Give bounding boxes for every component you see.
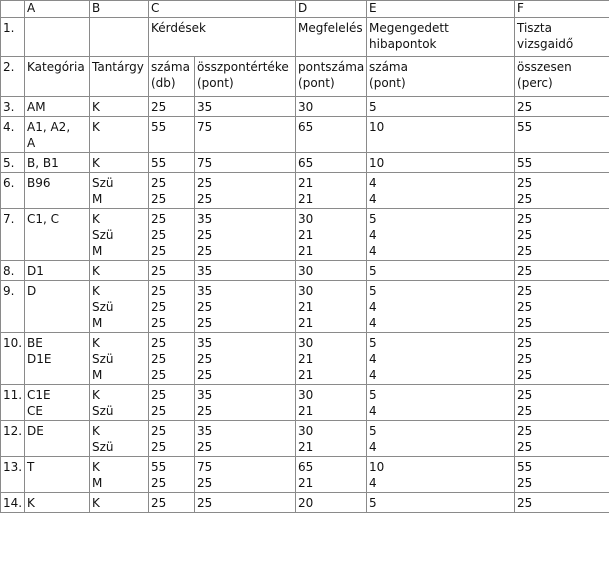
- total-points-cell: [195, 385, 296, 421]
- cell-line: 35: [197, 212, 213, 226]
- cell-line: 5: [369, 212, 377, 226]
- header-line: (pont): [369, 76, 406, 90]
- cell-line: A1, A2,: [27, 120, 71, 134]
- cell-line: Szü: [92, 228, 114, 242]
- error-points-cell: [367, 281, 515, 333]
- row-number: 5.: [1, 153, 25, 173]
- cell-line: AM: [27, 100, 46, 114]
- cell-line: 10: [369, 460, 385, 474]
- cell-line: 5: [369, 100, 377, 114]
- row-number: 7.: [1, 209, 25, 261]
- header-line: összpontértéke: [197, 60, 289, 74]
- cell-line: 4: [369, 368, 377, 382]
- pass-score-cell: [296, 117, 367, 153]
- subject-cell: [90, 173, 149, 209]
- column-letter-cell: A: [25, 1, 90, 18]
- row-number: 2.: [1, 57, 25, 97]
- header-kategoria: Kategória: [25, 57, 90, 97]
- cell-line: 65: [298, 156, 314, 170]
- question-count-cell: [149, 421, 195, 457]
- question-count-cell: [149, 281, 195, 333]
- cell-line: 25: [151, 300, 167, 314]
- header-osszpontertek: [195, 57, 296, 97]
- question-count-cell: [149, 97, 195, 117]
- cell-line: 25: [517, 440, 533, 454]
- total-points-cell: [195, 493, 296, 513]
- cell-line: 55: [151, 156, 167, 170]
- cell-line: 21: [298, 440, 314, 454]
- category-cell: [25, 385, 90, 421]
- total-points-cell: [195, 281, 296, 333]
- question-count-cell: [149, 261, 195, 281]
- category-cell: [25, 97, 90, 117]
- header-line: összesen: [517, 60, 572, 74]
- table-row: [1, 153, 609, 173]
- total-points-cell: [195, 153, 296, 173]
- cell-line: 25: [151, 388, 167, 402]
- cell-line: 25: [151, 212, 167, 226]
- total-points-cell: [195, 457, 296, 493]
- cell-line: 75: [197, 120, 213, 134]
- subject-cell: [90, 333, 149, 385]
- cell-line: 25: [197, 192, 213, 206]
- row-number: 10.: [1, 333, 25, 385]
- cell-line: 25: [517, 212, 533, 226]
- total-points-cell: [195, 421, 296, 457]
- cell-line: 25: [197, 368, 213, 382]
- header-pontszama: [296, 57, 367, 97]
- table-row: [1, 493, 609, 513]
- category-cell: [25, 261, 90, 281]
- exam-time-cell: [515, 421, 609, 457]
- header-hibapontok: [367, 18, 515, 57]
- cell-line: 25: [151, 284, 167, 298]
- row-number: 4.: [1, 117, 25, 153]
- cell-line: 25: [197, 404, 213, 418]
- cell-line: M: [92, 244, 103, 258]
- cell-line: Szü: [92, 300, 114, 314]
- cell-line: 65: [298, 120, 314, 134]
- cell-line: M: [92, 316, 103, 330]
- pass-score-cell: [296, 421, 367, 457]
- cell-line: 55: [517, 460, 533, 474]
- table-row: [1, 421, 609, 457]
- cell-line: 25: [517, 244, 533, 258]
- header-row-1: [1, 18, 609, 57]
- cell-line: Szü: [92, 352, 114, 366]
- cell-line: K: [92, 156, 100, 170]
- cell-line: 25: [517, 404, 533, 418]
- cell-line: 35: [197, 388, 213, 402]
- cell-line: Szü: [92, 440, 114, 454]
- cell-line: K: [92, 100, 100, 114]
- cell-line: 75: [197, 460, 213, 474]
- cell-line: 25: [517, 424, 533, 438]
- cell-line: 30: [298, 212, 314, 226]
- pass-score-cell: [296, 333, 367, 385]
- cell-line: B, B1: [27, 156, 59, 170]
- category-cell: [25, 209, 90, 261]
- category-cell: [25, 421, 90, 457]
- cell-line: M: [92, 192, 103, 206]
- header-cell-empty: [25, 18, 90, 57]
- cell-line: 55: [517, 120, 533, 134]
- cell-line: 30: [298, 388, 314, 402]
- cell-line: 21: [298, 192, 314, 206]
- cell-line: 21: [298, 368, 314, 382]
- cell-line: 25: [197, 440, 213, 454]
- column-letter-row: [1, 1, 609, 18]
- cell-line: 25: [517, 352, 533, 366]
- header-line: száma: [369, 60, 408, 74]
- header-line: (pont): [197, 76, 234, 90]
- cell-line: 4: [369, 316, 377, 330]
- column-letter-cell: E: [367, 1, 515, 18]
- error-points-cell: [367, 209, 515, 261]
- cell-line: 4: [369, 352, 377, 366]
- error-points-cell: [367, 261, 515, 281]
- cell-line: 35: [197, 424, 213, 438]
- category-cell: [25, 457, 90, 493]
- cell-line: 4: [369, 300, 377, 314]
- cell-line: 55: [151, 460, 167, 474]
- cell-line: 25: [517, 368, 533, 382]
- cell-line: 25: [517, 284, 533, 298]
- cell-line: Szü: [92, 404, 114, 418]
- header-osszesen: [515, 57, 609, 97]
- subject-cell: [90, 385, 149, 421]
- row-number: 1.: [1, 18, 25, 57]
- header-cell-empty: [90, 18, 149, 57]
- question-count-cell: [149, 173, 195, 209]
- cell-line: D: [27, 284, 37, 298]
- cell-line: DE: [27, 424, 44, 438]
- total-points-cell: [195, 97, 296, 117]
- error-points-cell: [367, 493, 515, 513]
- cell-line: 25: [151, 176, 167, 190]
- cell-line: 5: [369, 264, 377, 278]
- subject-cell: [90, 261, 149, 281]
- header-vizsgaido: [515, 18, 609, 57]
- cell-line: 25: [197, 476, 213, 490]
- error-points-cell: [367, 333, 515, 385]
- row-number: 11.: [1, 385, 25, 421]
- row-number: 12.: [1, 421, 25, 457]
- subject-cell: [90, 281, 149, 333]
- cell-line: 4: [369, 404, 377, 418]
- cell-line: K: [92, 120, 100, 134]
- category-cell: [25, 281, 90, 333]
- error-points-cell: [367, 173, 515, 209]
- category-cell: [25, 493, 90, 513]
- cell-line: 65: [298, 460, 314, 474]
- cell-line: 5: [369, 424, 377, 438]
- cell-line: 25: [517, 100, 533, 114]
- cell-line: T: [27, 460, 35, 474]
- cell-line: K: [92, 336, 100, 350]
- cell-line: CE: [27, 404, 43, 418]
- cell-line: 25: [197, 176, 213, 190]
- error-points-cell: [367, 457, 515, 493]
- column-letter-cell: B: [90, 1, 149, 18]
- cell-line: K: [92, 424, 100, 438]
- cell-line: 25: [517, 496, 533, 510]
- cell-line: 35: [197, 264, 213, 278]
- cell-line: 4: [369, 192, 377, 206]
- cell-line: K: [92, 284, 100, 298]
- row-number: 14.: [1, 493, 25, 513]
- question-count-cell: [149, 493, 195, 513]
- header-tantargy: Tantárgy: [90, 57, 149, 97]
- exam-time-cell: [515, 333, 609, 385]
- cell-line: 25: [197, 496, 213, 510]
- cell-line: 25: [151, 336, 167, 350]
- header-line: száma: [151, 60, 190, 74]
- question-count-cell: [149, 153, 195, 173]
- cell-line: 30: [298, 100, 314, 114]
- subject-cell: [90, 421, 149, 457]
- cell-line: 25: [517, 316, 533, 330]
- question-count-cell: [149, 457, 195, 493]
- column-letter-cell: [1, 1, 25, 18]
- pass-score-cell: [296, 281, 367, 333]
- cell-line: 25: [151, 476, 167, 490]
- cell-line: K: [92, 460, 100, 474]
- category-cell: [25, 333, 90, 385]
- subject-cell: [90, 117, 149, 153]
- cell-line: 25: [517, 192, 533, 206]
- cell-line: 30: [298, 284, 314, 298]
- exam-time-cell: [515, 153, 609, 173]
- pass-score-cell: [296, 493, 367, 513]
- cell-line: 20: [298, 496, 314, 510]
- cell-line: 25: [151, 440, 167, 454]
- exam-time-cell: [515, 117, 609, 153]
- cell-line: 35: [197, 284, 213, 298]
- subject-cell: [90, 493, 149, 513]
- header-line: pontszáma: [298, 60, 365, 74]
- cell-line: 21: [298, 404, 314, 418]
- cell-line: 25: [517, 228, 533, 242]
- header-hiba-szama: [367, 57, 515, 97]
- cell-line: 25: [517, 476, 533, 490]
- row-number: 13.: [1, 457, 25, 493]
- cell-line: 4: [369, 176, 377, 190]
- cell-line: 25: [151, 368, 167, 382]
- cell-line: 30: [298, 424, 314, 438]
- cell-line: 5: [369, 388, 377, 402]
- cell-line: 21: [298, 316, 314, 330]
- column-letter-cell: C: [149, 1, 296, 18]
- error-points-cell: [367, 421, 515, 457]
- cell-line: 21: [298, 300, 314, 314]
- header-line: vizsgaidő: [517, 37, 574, 51]
- cell-line: BE: [27, 336, 43, 350]
- question-count-cell: [149, 385, 195, 421]
- header-line: Megengedett: [369, 21, 449, 35]
- cell-line: 25: [151, 228, 167, 242]
- cell-line: D1: [27, 264, 44, 278]
- cell-line: 4: [369, 244, 377, 258]
- cell-line: 4: [369, 228, 377, 242]
- total-points-cell: [195, 173, 296, 209]
- error-points-cell: [367, 97, 515, 117]
- cell-line: 4: [369, 440, 377, 454]
- table-row: [1, 333, 609, 385]
- cell-line: 5: [369, 336, 377, 350]
- cell-line: 10: [369, 120, 385, 134]
- cell-line: 25: [197, 352, 213, 366]
- cell-line: 25: [151, 244, 167, 258]
- cell-line: K: [92, 212, 100, 226]
- question-count-cell: [149, 117, 195, 153]
- cell-line: K: [92, 496, 100, 510]
- cell-line: 10: [369, 156, 385, 170]
- category-cell: [25, 153, 90, 173]
- row-number: 9.: [1, 281, 25, 333]
- exam-time-cell: [515, 281, 609, 333]
- header-row-2: [1, 57, 609, 97]
- header-line: (perc): [517, 76, 553, 90]
- cell-line: K: [92, 388, 100, 402]
- cell-line: 25: [517, 176, 533, 190]
- cell-line: A: [27, 136, 36, 150]
- pass-score-cell: [296, 153, 367, 173]
- error-points-cell: [367, 385, 515, 421]
- cell-line: 5: [369, 496, 377, 510]
- cell-line: 21: [298, 176, 314, 190]
- header-szama-db: [149, 57, 195, 97]
- row-number: 6.: [1, 173, 25, 209]
- cell-line: 25: [517, 264, 533, 278]
- pass-score-cell: [296, 97, 367, 117]
- cell-line: 55: [517, 156, 533, 170]
- table-row: [1, 457, 609, 493]
- subject-cell: [90, 209, 149, 261]
- category-cell: [25, 173, 90, 209]
- cell-line: K: [27, 496, 35, 510]
- table-row: [1, 209, 609, 261]
- error-points-cell: [367, 117, 515, 153]
- header-megfeleles: Megfelelés: [296, 18, 367, 57]
- row-number: 8.: [1, 261, 25, 281]
- column-letter-cell: D: [296, 1, 367, 18]
- question-count-cell: [149, 333, 195, 385]
- row-number: 3.: [1, 97, 25, 117]
- header-line: Tiszta: [517, 21, 552, 35]
- total-points-cell: [195, 261, 296, 281]
- cell-line: C1E: [27, 388, 51, 402]
- header-kerdesek: Kérdések: [149, 18, 296, 57]
- question-count-cell: [149, 209, 195, 261]
- total-points-cell: [195, 117, 296, 153]
- table-row: [1, 117, 609, 153]
- column-letter-cell: F: [515, 1, 609, 18]
- cell-line: 25: [517, 388, 533, 402]
- cell-line: 30: [298, 264, 314, 278]
- table-row: [1, 261, 609, 281]
- cell-line: 25: [197, 228, 213, 242]
- cell-line: 4: [369, 476, 377, 490]
- cell-line: 25: [151, 264, 167, 278]
- pass-score-cell: [296, 173, 367, 209]
- cell-line: 25: [151, 352, 167, 366]
- exam-time-cell: [515, 457, 609, 493]
- cell-line: 25: [197, 244, 213, 258]
- cell-line: 21: [298, 352, 314, 366]
- exam-time-cell: [515, 209, 609, 261]
- cell-line: M: [92, 368, 103, 382]
- cell-line: M: [92, 476, 103, 490]
- subject-cell: [90, 153, 149, 173]
- cell-line: K: [92, 264, 100, 278]
- pass-score-cell: [296, 457, 367, 493]
- cell-line: 25: [151, 496, 167, 510]
- table-row: [1, 97, 609, 117]
- table-row: [1, 281, 609, 333]
- category-cell: [25, 117, 90, 153]
- header-line: (pont): [298, 76, 335, 90]
- total-points-cell: [195, 333, 296, 385]
- cell-line: 25: [151, 404, 167, 418]
- cell-line: 21: [298, 476, 314, 490]
- pass-score-cell: [296, 261, 367, 281]
- cell-line: Szü: [92, 176, 114, 190]
- exam-time-cell: [515, 385, 609, 421]
- cell-line: 35: [197, 336, 213, 350]
- subject-cell: [90, 457, 149, 493]
- exam-time-cell: [515, 493, 609, 513]
- pass-score-cell: [296, 385, 367, 421]
- cell-line: 25: [151, 316, 167, 330]
- cell-line: 25: [197, 300, 213, 314]
- cell-line: 30: [298, 336, 314, 350]
- cell-line: 21: [298, 228, 314, 242]
- cell-line: 75: [197, 156, 213, 170]
- cell-line: 25: [151, 424, 167, 438]
- cell-line: 55: [151, 120, 167, 134]
- exam-time-cell: [515, 261, 609, 281]
- subject-cell: [90, 97, 149, 117]
- cell-line: 21: [298, 244, 314, 258]
- header-line: hibapontok: [369, 37, 437, 51]
- cell-line: 25: [197, 316, 213, 330]
- exam-time-cell: [515, 173, 609, 209]
- cell-line: D1E: [27, 352, 52, 366]
- exam-time-cell: [515, 97, 609, 117]
- cell-line: B96: [27, 176, 51, 190]
- cell-line: 25: [517, 336, 533, 350]
- table-row: [1, 173, 609, 209]
- pass-score-cell: [296, 209, 367, 261]
- cell-line: 5: [369, 284, 377, 298]
- cell-line: C1, C: [27, 212, 60, 226]
- cell-line: 25: [517, 300, 533, 314]
- cell-line: 35: [197, 100, 213, 114]
- cell-line: 25: [151, 100, 167, 114]
- header-line: (db): [151, 76, 176, 90]
- total-points-cell: [195, 209, 296, 261]
- table-row: [1, 385, 609, 421]
- cell-line: 25: [151, 192, 167, 206]
- error-points-cell: [367, 153, 515, 173]
